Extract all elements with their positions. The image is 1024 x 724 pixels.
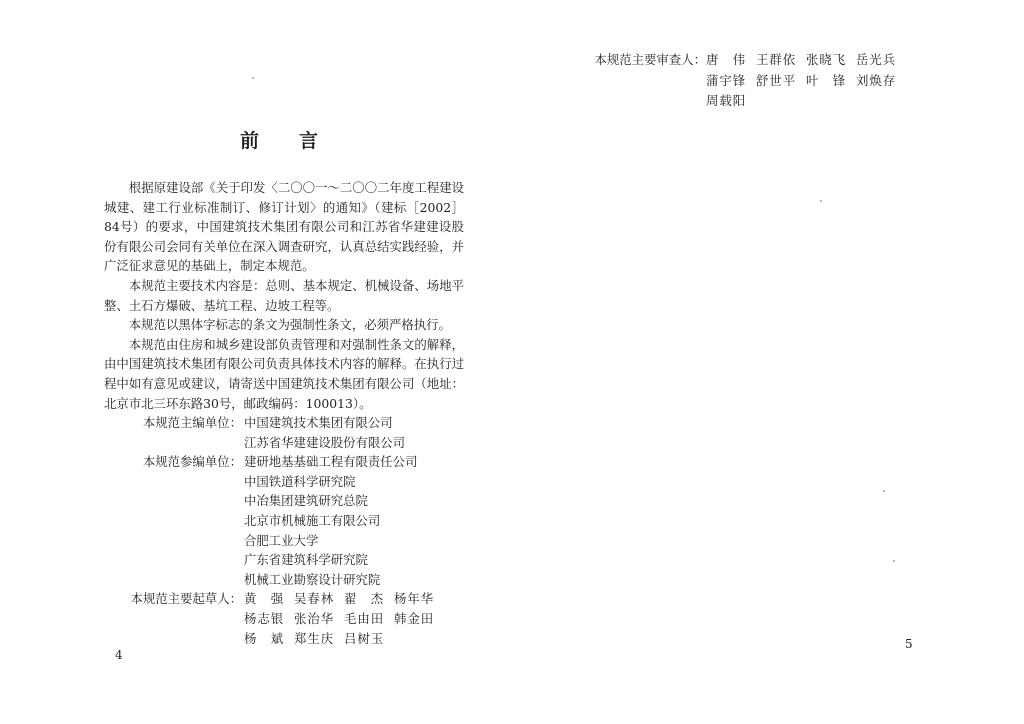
reviewer-name: 刘焕存 xyxy=(856,72,897,88)
page-number: 4 xyxy=(115,648,123,662)
drafters-row xyxy=(104,629,444,649)
units-block xyxy=(104,413,444,648)
reviewer-name: 张晓飞 xyxy=(806,52,847,67)
title-char-1: 前 xyxy=(240,130,262,152)
reviewer-name: 王群依 xyxy=(756,52,797,67)
reviewers-row xyxy=(586,50,906,71)
chief-units-label: 本规范主编单位： xyxy=(142,415,242,430)
drafter-name: 韩金田 xyxy=(394,610,435,626)
paragraph-management: 本规范由住房和城乡建设部负责管理和对强制性条文的解释，由中国建筑技术集团有限公司负责具体技术内容的解释。在执行过程中如有意见或建议，请寄送中国建筑技术集团有限公司（地址：北京市北三环东路30号，邮政编码：100013）。 xyxy=(104,336,464,411)
scan-speck xyxy=(820,200,822,202)
drafter-name: 翟 杰 xyxy=(344,591,385,607)
participating-unit: 中冶集团建筑研究总院 xyxy=(244,493,368,509)
drafter-name: 毛由田 xyxy=(344,610,385,626)
right-page xyxy=(512,0,1024,724)
participating-unit-row xyxy=(104,491,444,511)
participating-unit: 中国铁道科学研究院 xyxy=(244,473,356,489)
participating-unit-row xyxy=(104,472,444,492)
scan-speck xyxy=(252,77,254,79)
preface-body xyxy=(104,178,464,413)
paragraph-contents: 本规范主要技术内容是：总则、基本规定、机械设备、场地平整、土石方爆破、基坑工程、边坡工程等。 xyxy=(104,277,464,313)
reviewer-name: 唐 伟 xyxy=(706,52,747,67)
drafter-name: 杨年华 xyxy=(394,591,435,607)
drafter-name: 杨 斌 xyxy=(244,630,285,646)
chief-unit: 中国建筑技术集团有限公司 xyxy=(244,415,393,430)
scan-speck xyxy=(883,490,885,492)
drafters-label: 本规范主要起草人： xyxy=(130,591,242,607)
drafter-name: 张治华 xyxy=(294,610,335,626)
reviewers-block xyxy=(586,50,906,112)
scan-speck xyxy=(893,560,895,562)
reviewer-name: 蒲宇锋 xyxy=(706,72,747,88)
drafter-name: 吴春林 xyxy=(294,591,335,607)
drafters-row xyxy=(104,589,444,609)
reviewer-name: 舒世平 xyxy=(756,72,797,88)
drafters-row xyxy=(104,609,444,629)
participating-unit: 北京市机械施工有限公司 xyxy=(244,512,381,528)
chief-unit-row xyxy=(104,413,444,433)
participating-units-label: 本规范参编单位： xyxy=(142,454,242,470)
reviewers-label: 本规范主要审查人： xyxy=(594,52,706,67)
participating-unit-row xyxy=(104,570,444,590)
participating-unit: 建研地基基础工程有限责任公司 xyxy=(244,454,418,470)
page-number: 5 xyxy=(905,637,913,651)
drafter-name: 杨志银 xyxy=(244,610,285,626)
reviewers-row xyxy=(586,71,906,92)
participating-unit: 合肥工业大学 xyxy=(244,532,319,548)
title-char-2: 言 xyxy=(299,130,321,152)
chief-unit-row xyxy=(104,433,444,453)
participating-unit: 机械工业勘察设计研究院 xyxy=(244,571,381,587)
reviewer-name: 叶 锋 xyxy=(806,72,847,88)
reviewer-name: 岳光兵 xyxy=(856,52,897,67)
reviewer-name: 周载阳 xyxy=(706,93,747,108)
chief-unit: 江苏省华建建设股份有限公司 xyxy=(244,434,406,450)
participating-unit-row xyxy=(104,550,444,570)
participating-unit-row xyxy=(104,511,444,531)
participating-unit-row xyxy=(104,531,444,551)
reviewers-row xyxy=(586,91,906,112)
participating-unit-row xyxy=(104,452,444,472)
page-title xyxy=(240,126,320,153)
paragraph-mandatory: 本规范以黑体字标志的条文为强制性条文，必须严格执行。 xyxy=(128,317,451,333)
drafter-name: 吕树玉 xyxy=(344,630,385,646)
drafter-name: 郑生庆 xyxy=(294,630,335,646)
drafter-name: 黄 强 xyxy=(244,591,285,607)
paragraph-basis: 根据原建设部《关于印发〈二〇〇一～二〇〇二年度工程建设城建、建工行业标准制订、修订计划〉的通知》（建标［2002］84号）的要求，中国建筑技术集团有限公司和江苏省华建建设股份有限公司会同有关单位在深入调查研究，认真总结实践经验，并广泛征求意见的基础上，制定本规范。 xyxy=(104,180,464,274)
participating-unit: 广东省建筑科学研究院 xyxy=(244,552,368,568)
